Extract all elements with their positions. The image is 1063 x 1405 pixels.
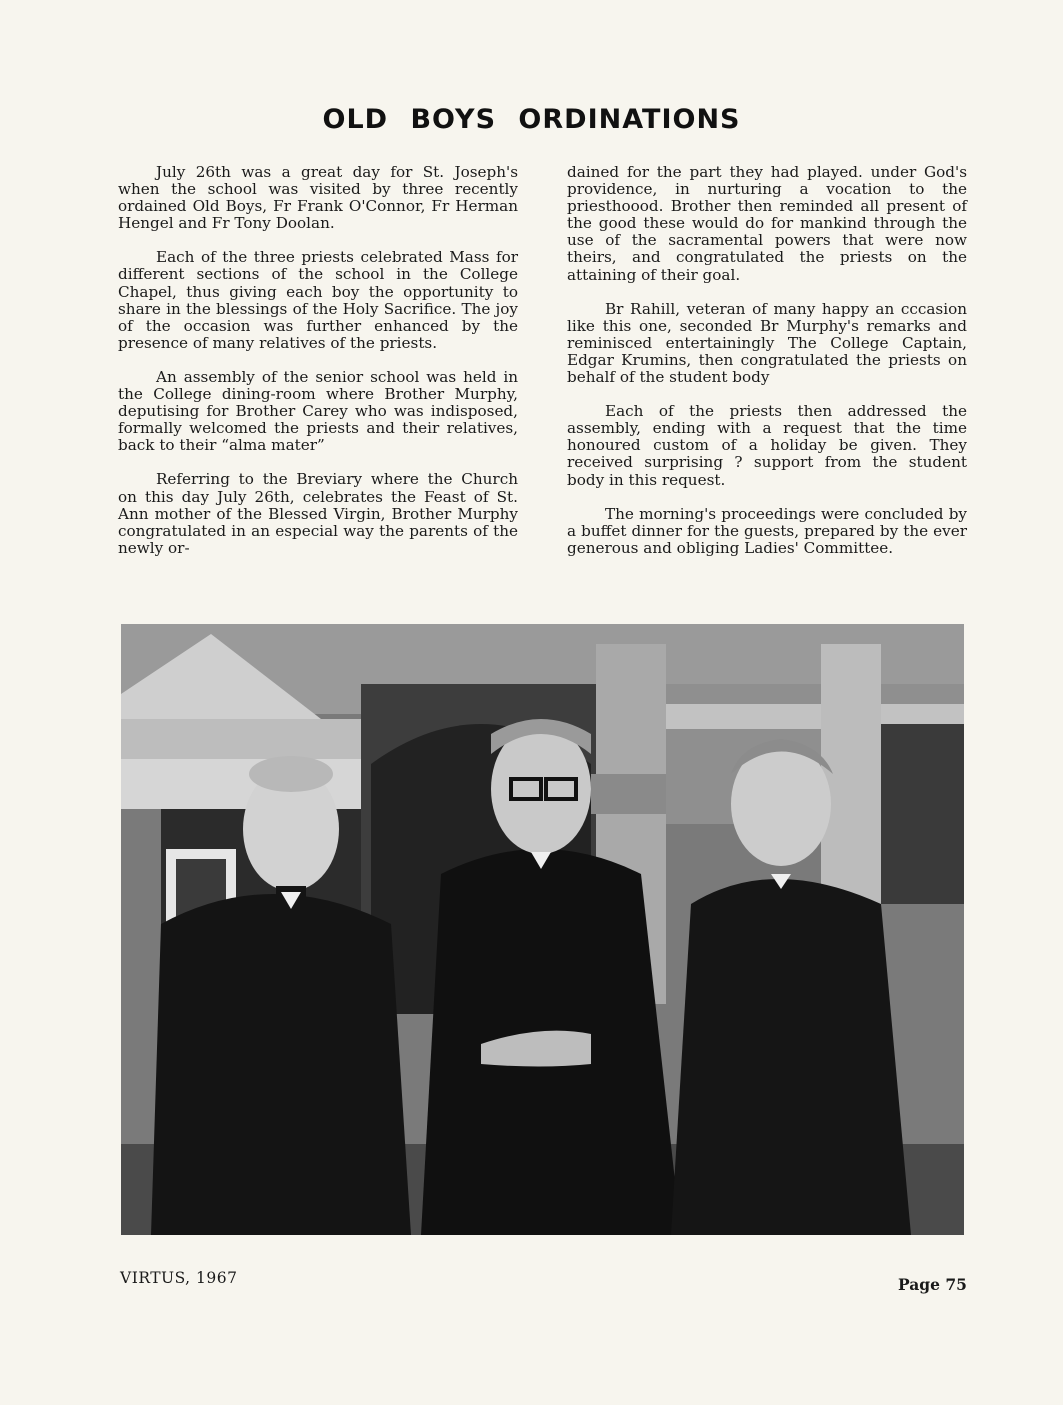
left-column	[118, 164, 518, 574]
paragraph: Each of the priests then addressed the assembly, ending with a request that the time honoured custom of a holiday be given. They received surprising ? support from the student body in this request.	[567, 402, 967, 489]
paragraph: Each of the three priests celebrated Mass for different sections of the school in the College Chapel, thus giving each boy the opportunity to share in the blessings of the Holy Sacrifice. The joy of the occasion was further enhanced by the presence of many relatives of the priests.	[118, 248, 518, 352]
page-title: OLD BOYS ORDINATIONS	[322, 104, 741, 135]
photo-illustration	[121, 624, 964, 1235]
paragraph: dained for the part they had played. under God's providence, in nurturing a vocation to the priesthoood. Brother then reminded all present of the good these would do for mankind through the use of the sacramental powers that were now theirs, and congratulated the priests on the attaining of their goal.	[567, 163, 967, 284]
paragraph: Referring to the Breviary where the Church on this day July 26th, celebrates the Feast of St. Ann mother of the Blessed Virgin, Brother Murphy congratulated in an especial way the parents of the newly or-	[118, 470, 518, 557]
priests-photograph	[121, 624, 964, 1235]
paragraph: July 26th was a great day for St. Joseph's when the school was visited by three recently ordained Old Boys, Fr Frank O'Connor, Fr Herman Hengel and Fr Tony Doolan.	[118, 163, 518, 233]
publication-footer: VIRTUS, 1967	[120, 1269, 238, 1287]
page-number: Page 75	[898, 1275, 967, 1294]
right-column	[567, 164, 967, 574]
paragraph: An assembly of the senior school was held in the College dining-room where Brother Murphy, deputising for Brother Carey who was indisposed, formally welcomed the priests and their relatives, back to their “alma mater”	[118, 367, 518, 455]
paragraph: The morning's proceedings were concluded by a buffet dinner for the guests, prepared by the ever generous and obliging Ladies' Committee.	[567, 504, 967, 557]
paragraph: Br Rahill, veteran of many happy an cccasion like this one, seconded Br Murphy's remarks and reminisced entertainingly The College Captain, Edgar Krumins, then congratulated the priests on behalf of the student body	[567, 299, 967, 387]
